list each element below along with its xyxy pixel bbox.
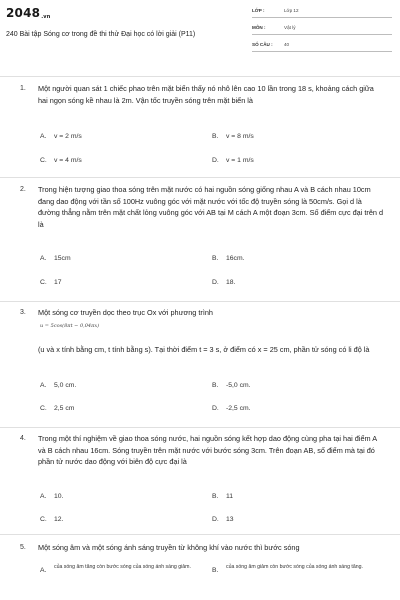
option-text: 12.: [54, 516, 64, 523]
option-letter: A.: [40, 133, 47, 140]
option-letter: A.: [40, 382, 47, 389]
question-text-continued: (u và x tính bằng cm, t tính bằng s). Tại thời điểm t = 3 s, ở điểm có x = 25 cm, phần tử sóng có li độ là: [38, 345, 370, 354]
option-a[interactable]: [40, 133, 82, 140]
document-meta: [252, 6, 392, 57]
option-letter: D.: [212, 279, 219, 286]
option-b[interactable]: [212, 255, 245, 262]
option-text: của sóng âm giảm còn bước sóng của sóng ánh sáng tăng.: [226, 564, 363, 570]
option-text: 5,0 cm.: [54, 382, 77, 389]
option-c[interactable]: [40, 279, 62, 286]
option-letter: B.: [212, 382, 219, 389]
option-a[interactable]: [40, 493, 63, 500]
question-number: 2.: [20, 186, 26, 193]
option-d[interactable]: [212, 157, 254, 164]
option-letter: B.: [212, 567, 219, 574]
question-text: Trong hiện tượng giao thoa sóng trên mặt nước có hai nguồn sóng giống nhau A và B cách nhau 10cm đang dao động với tần số 100Hz vuông góc với mặt nước với tốc độ truyền sóng là 50cm/s. Gọi d là đường thẳng nằm trên mặt chất lỏng vuông góc với AB tại M cách A một đoạn 3cm. Số điểm cực đại trên d là: [38, 185, 384, 229]
option-letter: B.: [212, 133, 219, 140]
option-letter: A.: [40, 255, 47, 262]
option-b[interactable]: [212, 382, 251, 389]
question-number: 4.: [20, 435, 26, 442]
option-text: 17: [54, 279, 62, 286]
option-a[interactable]: [40, 255, 71, 262]
option-a[interactable]: [40, 382, 76, 389]
option-letter: D.: [212, 157, 219, 164]
question-text: Một người quan sát 1 chiếc phao trên mặt biển thấy nó nhô lên cao 10 lần trong 18 s, khoảng cách giữa hai ngọn sóng kề nhau là 2m. Vận tốc truyền sóng trên mặt biển là: [38, 84, 374, 105]
question-text: Một sóng âm và một sóng ánh sáng truyền từ không khí vào nước thì bước sóng: [38, 543, 300, 552]
option-b[interactable]: [212, 133, 254, 140]
wave-equation: u = 5cos(8πt − 0,04πx): [40, 323, 100, 329]
option-letter: A.: [40, 567, 47, 574]
meta-class: [252, 6, 392, 18]
option-a[interactable]: [40, 563, 190, 583]
brand-suffix: .vn: [41, 14, 51, 20]
question-block: [0, 76, 400, 177]
option-text: 15cm: [54, 255, 71, 262]
question-text: Một sóng cơ truyền dọc theo trục Ox với phương trình: [38, 308, 213, 317]
meta-subject: [252, 23, 392, 35]
option-c[interactable]: [40, 157, 82, 164]
question-text: Trong một thí nghiệm về giao thoa sóng nước, hai nguồn sóng kết hợp dao động cùng pha tại hai điểm A và B cách nhau 16cm. Sóng truyền trên mặt nước với bước sóng 3cm. Trên đoạn AB, số điểm mà tại đó phần tử nước dao động với biên độ cực đại là: [38, 434, 377, 466]
option-letter: A.: [40, 493, 47, 500]
option-letter: D.: [212, 516, 219, 523]
option-text: 18.: [226, 279, 236, 286]
page-header: [0, 0, 400, 62]
option-text: 16cm.: [226, 255, 245, 262]
option-text: v = 8 m/s: [226, 133, 254, 140]
option-c[interactable]: [40, 405, 74, 412]
question-number: 1.: [20, 85, 26, 92]
option-b[interactable]: [212, 563, 362, 583]
meta-count: [252, 40, 392, 52]
option-text: của sóng âm tăng còn bước sóng của sóng ánh sáng giảm.: [54, 564, 191, 570]
question-number: 3.: [20, 309, 26, 316]
option-text: -2,5 cm.: [226, 405, 251, 412]
brand-name: 2048: [6, 6, 41, 20]
option-letter: C.: [40, 157, 47, 164]
meta-label: MÔN :: [252, 25, 266, 30]
meta-label: SỐ CÂU :: [252, 42, 273, 47]
option-text: 2,5 cm: [54, 405, 75, 412]
question-block: [0, 301, 400, 427]
option-text: v = 2 m/s: [54, 133, 82, 140]
option-d[interactable]: [212, 516, 234, 523]
option-letter: D.: [212, 405, 219, 412]
option-letter: B.: [212, 493, 219, 500]
question-block: [0, 534, 400, 600]
option-d[interactable]: [212, 279, 235, 286]
option-letter: C.: [40, 516, 47, 523]
option-text: v = 1 m/s: [226, 157, 254, 164]
option-letter: C.: [40, 279, 47, 286]
option-d[interactable]: [212, 405, 251, 412]
option-text: -5,0 cm.: [226, 382, 251, 389]
brand-logo[interactable]: [6, 6, 51, 20]
option-c[interactable]: [40, 516, 63, 523]
question-block: [0, 177, 400, 301]
option-text: 10.: [54, 493, 64, 500]
option-text: v = 4 m/s: [54, 157, 82, 164]
question-block: [0, 427, 400, 534]
option-b[interactable]: [212, 493, 233, 500]
option-letter: C.: [40, 405, 47, 412]
question-number: 5.: [20, 544, 26, 551]
meta-value: Vật lý: [284, 25, 296, 30]
meta-label: LỚP :: [252, 8, 265, 13]
option-letter: B.: [212, 255, 219, 262]
meta-value: Lớp 12: [284, 8, 299, 13]
meta-value: 40: [284, 42, 290, 47]
option-text: 13: [226, 516, 234, 523]
option-text: 11: [226, 493, 234, 500]
document-title: 240 Bài tập Sóng cơ trong đề thi thử Đại học có lời giải (P11): [6, 31, 196, 38]
